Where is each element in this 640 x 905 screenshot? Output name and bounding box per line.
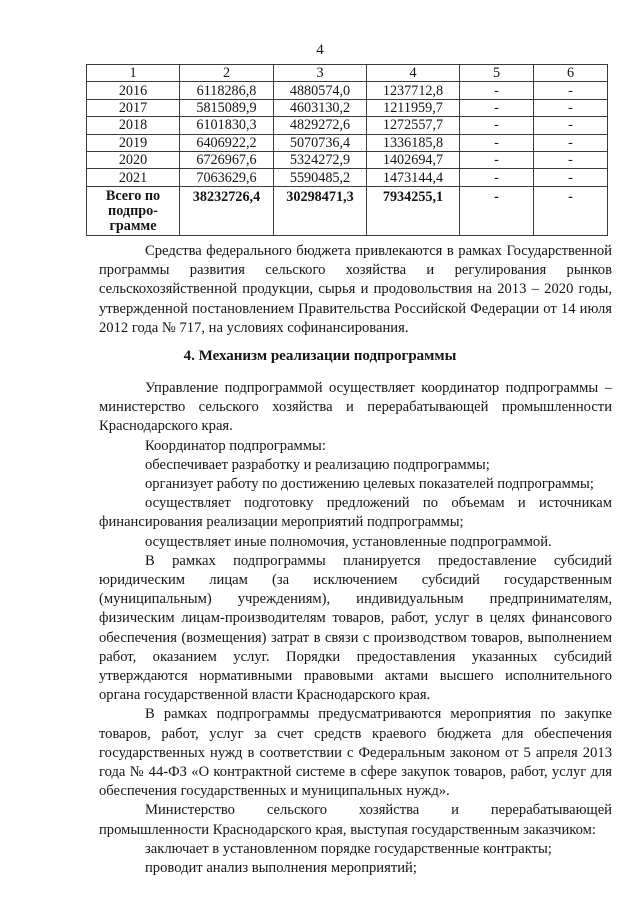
- table-cell: -: [460, 99, 534, 116]
- paragraph: обеспечивает разработку и реализацию подпрограммы;: [145, 456, 490, 473]
- table-total-cell: -: [460, 186, 534, 235]
- table-cell: 1272557,7: [367, 117, 460, 134]
- table-cell: 5590485,2: [274, 169, 367, 186]
- table-total-row: [87, 186, 608, 235]
- paragraph: Координатор подпрограммы:: [145, 437, 326, 454]
- table-row: [87, 117, 608, 134]
- table-total-cell: 30298471,3: [274, 186, 367, 235]
- table-cell-year: 2020: [87, 151, 180, 168]
- table-cell: -: [460, 82, 534, 99]
- section-heading: 4. Механизм реализации подпрограммы: [183, 348, 457, 364]
- table-cell: -: [534, 134, 608, 151]
- table-cell: 6101830,3: [180, 117, 274, 134]
- federal-budget-block: [99, 242, 612, 338]
- table-cell: -: [460, 134, 534, 151]
- table-cell: 7063629,6: [180, 169, 274, 186]
- paragraph: Министерство сельского хозяйства и перерабатывающей промышленности Краснодарского края, выступая государственным заказчиком:: [99, 802, 612, 838]
- paragraph: Управление подпрограммой осуществляет координатор подпрограммы – министерство сельского хозяйства и перерабатывающей промышленности Краснодарского края.: [99, 380, 612, 435]
- table-header-cell: 5: [460, 65, 534, 82]
- table-cell: -: [534, 82, 608, 99]
- table-cell-year: 2021: [87, 169, 180, 186]
- paragraph: В рамках подпрограммы предусматриваются мероприятия по закупке товаров, работ, услуг за счет средств краевого бюджета для обеспечения государственных нужд в соответствии с Федеральным законом от 5 апреля 2013 года № 44-ФЗ «О контрактной системе в сфере закупок товаров, работ, услуг для обеспечения государственных и муниципальных нужд».: [99, 706, 612, 800]
- table-row: [87, 169, 608, 186]
- table-cell-year: 2019: [87, 134, 180, 151]
- table-cell: 4880574,0: [274, 82, 367, 99]
- table-cell: -: [534, 169, 608, 186]
- table-header-cell: 2: [180, 65, 274, 82]
- table-cell: 5324272,9: [274, 151, 367, 168]
- table-row: [87, 99, 608, 116]
- table-cell: 4603130,2: [274, 99, 367, 116]
- table-cell: 1402694,7: [367, 151, 460, 168]
- table-header-cell: 1: [87, 65, 180, 82]
- table-cell-year: 2017: [87, 99, 180, 116]
- table-total-cell: -: [534, 186, 608, 235]
- table-header-row: [87, 65, 608, 82]
- paragraph: осуществляет иные полномочия, установленные подпрограммой.: [145, 533, 552, 550]
- page-number: 4: [316, 42, 324, 58]
- table-cell: -: [534, 151, 608, 168]
- paragraph: осуществляет подготовку предложений по объемам и источникам финансирования реализации мероприятий подпрограммы;: [99, 495, 612, 531]
- table-header-cell: 4: [367, 65, 460, 82]
- table-cell-year: 2016: [87, 82, 180, 99]
- table-cell: -: [460, 117, 534, 134]
- paragraph-federal-budget: Средства федерального бюджета привлекаются в рамках Государственной программы развития сельского хозяйства и регулирования рынков сельскохозяйственной продукции, сырья и продовольствия на 2013 – 2020 годы, утвержденной постановлением Правительства Российской Федерации от 14 июля 2012 года № 717, на условиях софинансирования.: [99, 243, 612, 336]
- table-cell-year: 2018: [87, 117, 180, 134]
- table-cell: 4829272,6: [274, 117, 367, 134]
- table-cell: 1473144,4: [367, 169, 460, 186]
- table-total-label: Всего по подпро-грамме: [87, 186, 180, 235]
- table-row: [87, 134, 608, 151]
- funding-table: [86, 64, 608, 236]
- table-cell: -: [534, 117, 608, 134]
- table-total-cell: 7934255,1: [367, 186, 460, 235]
- table-cell: 1211959,7: [367, 99, 460, 116]
- table-row: [87, 151, 608, 168]
- paragraph: организует работу по достижению целевых показателей подпрограммы;: [145, 476, 594, 493]
- table-cell: 5070736,4: [274, 134, 367, 151]
- section-body: [99, 379, 612, 878]
- table-cell: 6118286,8: [180, 82, 274, 99]
- paragraph: проводит анализ выполнения мероприятий;: [145, 860, 417, 877]
- table-header-cell: 6: [534, 65, 608, 82]
- table-cell: 5815089,9: [180, 99, 274, 116]
- paragraph: В рамках подпрограммы планируется предоставление субсидий юридическим лицам (за исключением субсидий государственным (муниципальным) учреждениям), индивидуальным предпринимателям, физическим лицам-производителям товаров, работ, услуг в целях финансового обеспечения (возмещения) затрат в связи с производством товаров, выполнением работ, оказанием услуг. Порядки предоставления указанных субсидий утверждаются нормативными правовыми актами высшего исполнительного органа государственной власти Краснодарского края.: [99, 552, 612, 704]
- table-header-cell: 3: [274, 65, 367, 82]
- table-cell: 1237712,8: [367, 82, 460, 99]
- table-total-cell: 38232726,4: [180, 186, 274, 235]
- table-cell: 6406922,2: [180, 134, 274, 151]
- table-cell: -: [460, 169, 534, 186]
- table-cell: 6726967,6: [180, 151, 274, 168]
- table-cell: -: [534, 99, 608, 116]
- table-cell: 1336185,8: [367, 134, 460, 151]
- table-row: [87, 82, 608, 99]
- table-cell: -: [460, 151, 534, 168]
- paragraph: заключает в установленном порядке государственные контракты;: [145, 840, 552, 857]
